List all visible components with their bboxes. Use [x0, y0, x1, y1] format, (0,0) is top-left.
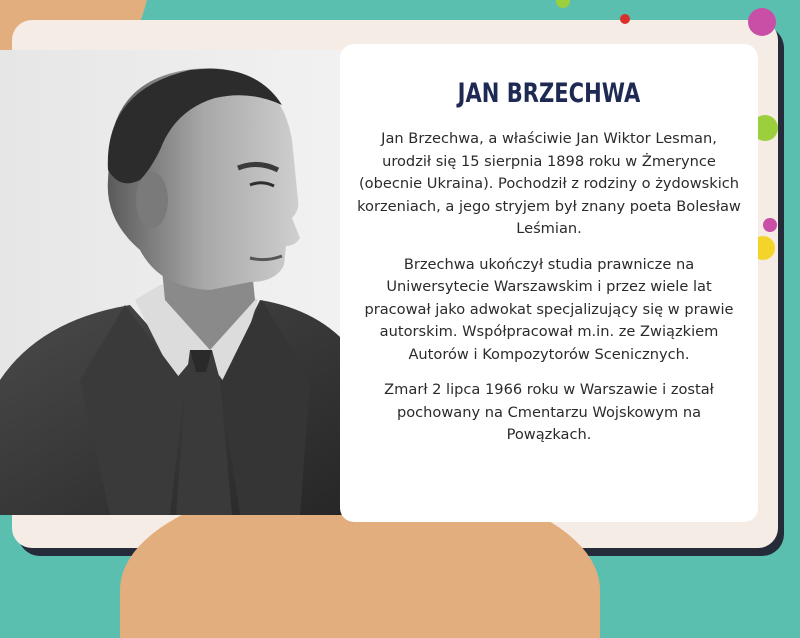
bio-paragraph-birth: Jan Brzechwa, a właściwie Jan Wiktor Lesman, urodził się 15 sierpnia 1898 roku w Żmerynce (obecnie Ukraina). Pochodził z rodziny o żydowskich korzeniach, a jego stryjem był znany poeta Bolesław Leśmian.: [357, 130, 741, 237]
decorative-dot-green-small: [556, 0, 570, 8]
decorative-dot-magenta-small: [763, 218, 777, 232]
decorative-dot-magenta-large: [748, 8, 776, 36]
decorative-dot-red-small: [620, 14, 630, 24]
page-title: JAN BRZECHWA: [457, 78, 641, 109]
portrait-photo: [0, 50, 352, 515]
bio-paragraph-career: Brzechwa ukończył studia prawnicze na Uniwersytecie Warszawskim i przez wiele lat pracował jako adwokat specjalizujący się w prawie autorskim. Współpracował m.in. ze Związkiem Autorów i Kompozytorów Scenicznych.: [364, 255, 734, 363]
bio-text: [356, 128, 742, 460]
bio-paragraph-death: Zmarł 2 lipca 1966 roku w Warszawie i został pochowany na Cmentarzu Wojskowym na Powązkach.: [384, 381, 714, 443]
